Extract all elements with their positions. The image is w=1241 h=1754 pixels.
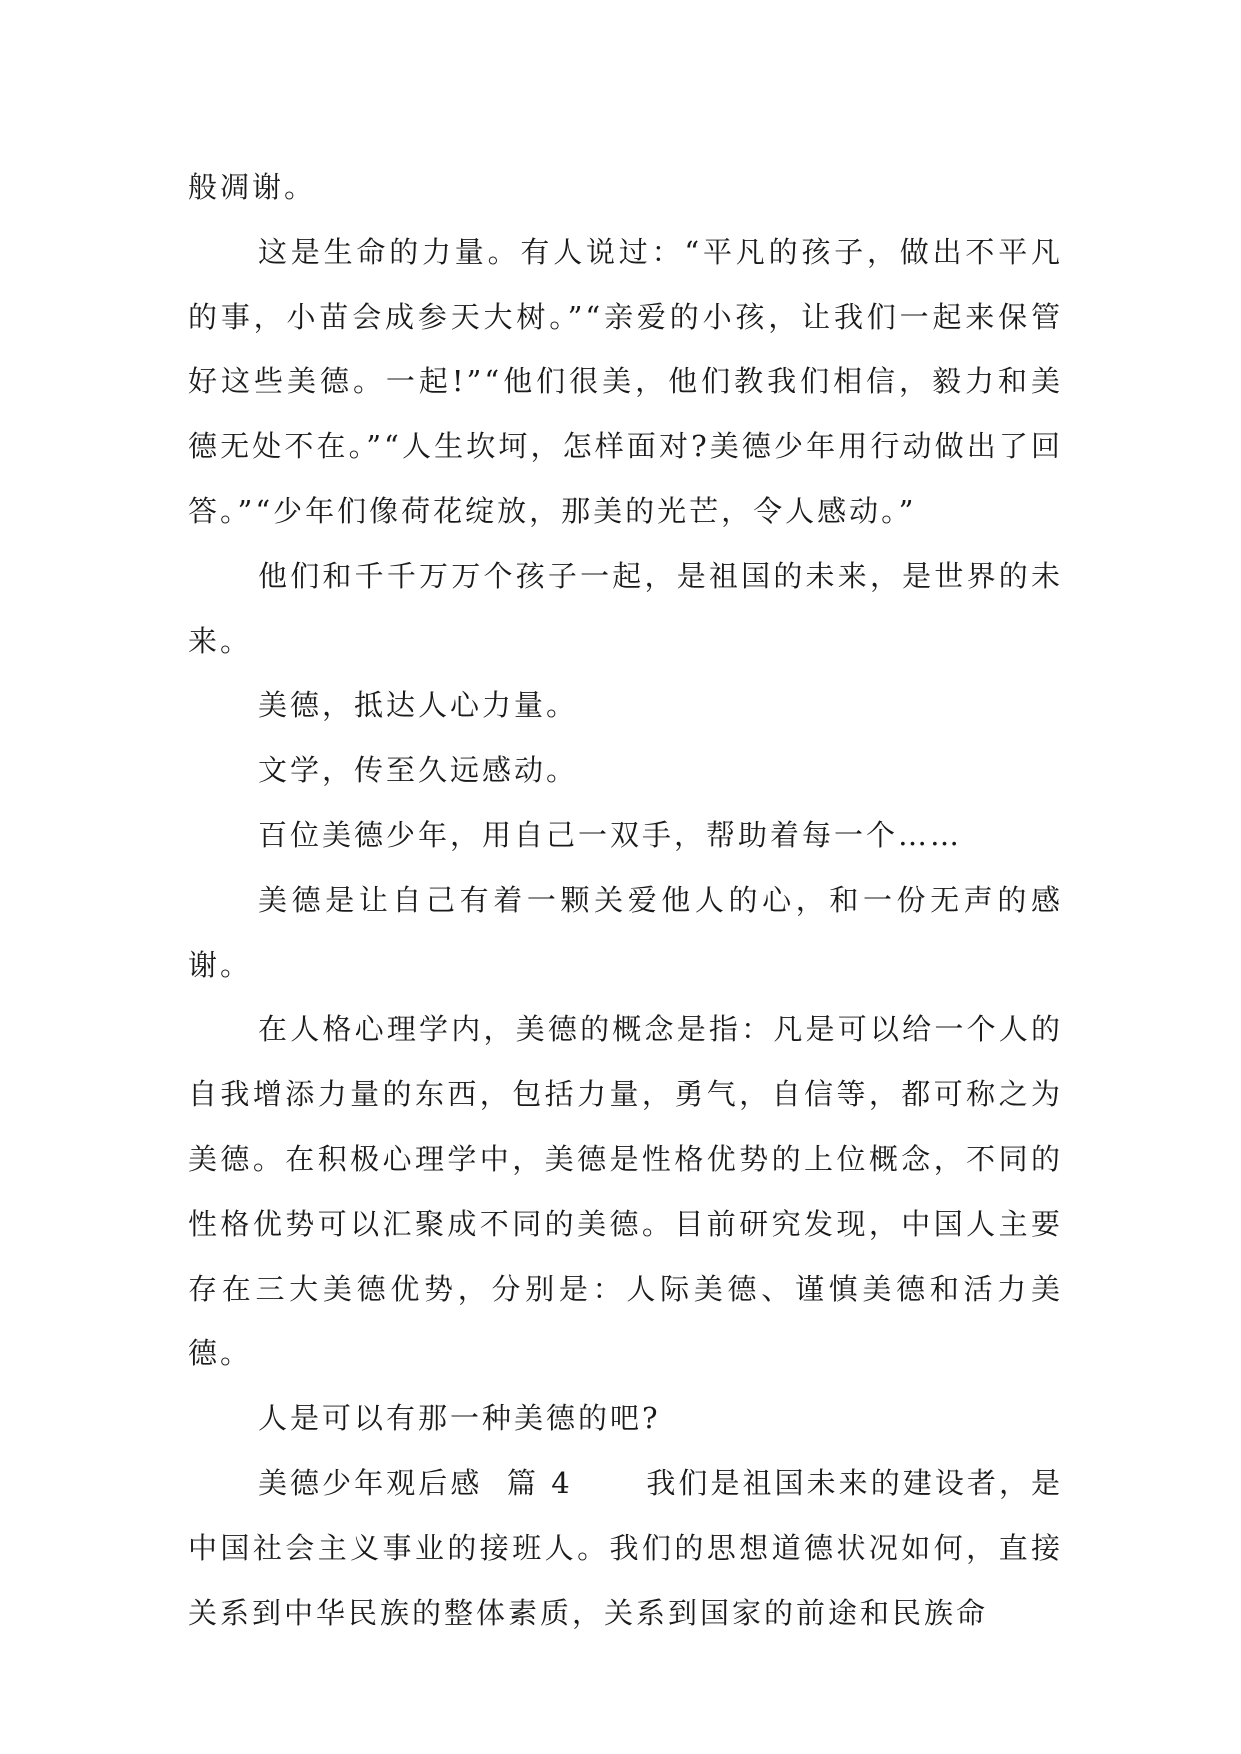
paragraph-3: 他们和千千万万个孩子一起，是祖国的未来，是世界的未来。 <box>188 558 1063 658</box>
paragraph-5: 文学，传至久远感动。 <box>258 753 579 788</box>
paragraph-8: 在人格心理学内，美德的概念是指：凡是可以给一个人的自我增添力量的东西，包括力量，勇气，自信等，都可称之为美德。在积极心理学中，美德是性格优势的上位概念，不同的性格优势可以汇聚成不同的美德。目前研究发现，中国人主要存在三大美德优势，分别是：人际美德、谨慎美德和活力美德。 <box>188 1012 1063 1371</box>
paragraph-10: 美德少年观后感 篇 4 我们是祖国未来的建设者，是中国社会主义事业的接班人。我们的思想道德状况如何，直接关系到中华民族的整体素质，关系到国家的前途和民族命 <box>188 1465 1063 1630</box>
paragraph-6: 百位美德少年，用自己一双手，帮助着每一个…… <box>258 817 963 852</box>
paragraph-2: 这是生命的力量。有人说过：“平凡的孩子，做出不平凡的事，小苗会成参天大树。”“亲爱的小孩，让我们一起来保管好这些美德。一起!”“他们很美，他们教我们相信，毅力和美德无处不在。”“人生坎坷，怎样面对?美德少年用行动做出了回答。”“少年们像荷花绽放，那美的光芒，令人感动。” <box>188 234 1063 528</box>
body-text <box>188 155 1063 1645</box>
paragraph-7: 美德是让自己有着一颗关爱他人的心，和一份无声的感谢。 <box>188 882 1063 982</box>
paragraph-4: 美德，抵达人心力量。 <box>258 688 579 723</box>
paragraph-9: 人是可以有那一种美德的吧? <box>258 1401 661 1436</box>
paragraph-1: 般凋谢。 <box>188 170 317 204</box>
